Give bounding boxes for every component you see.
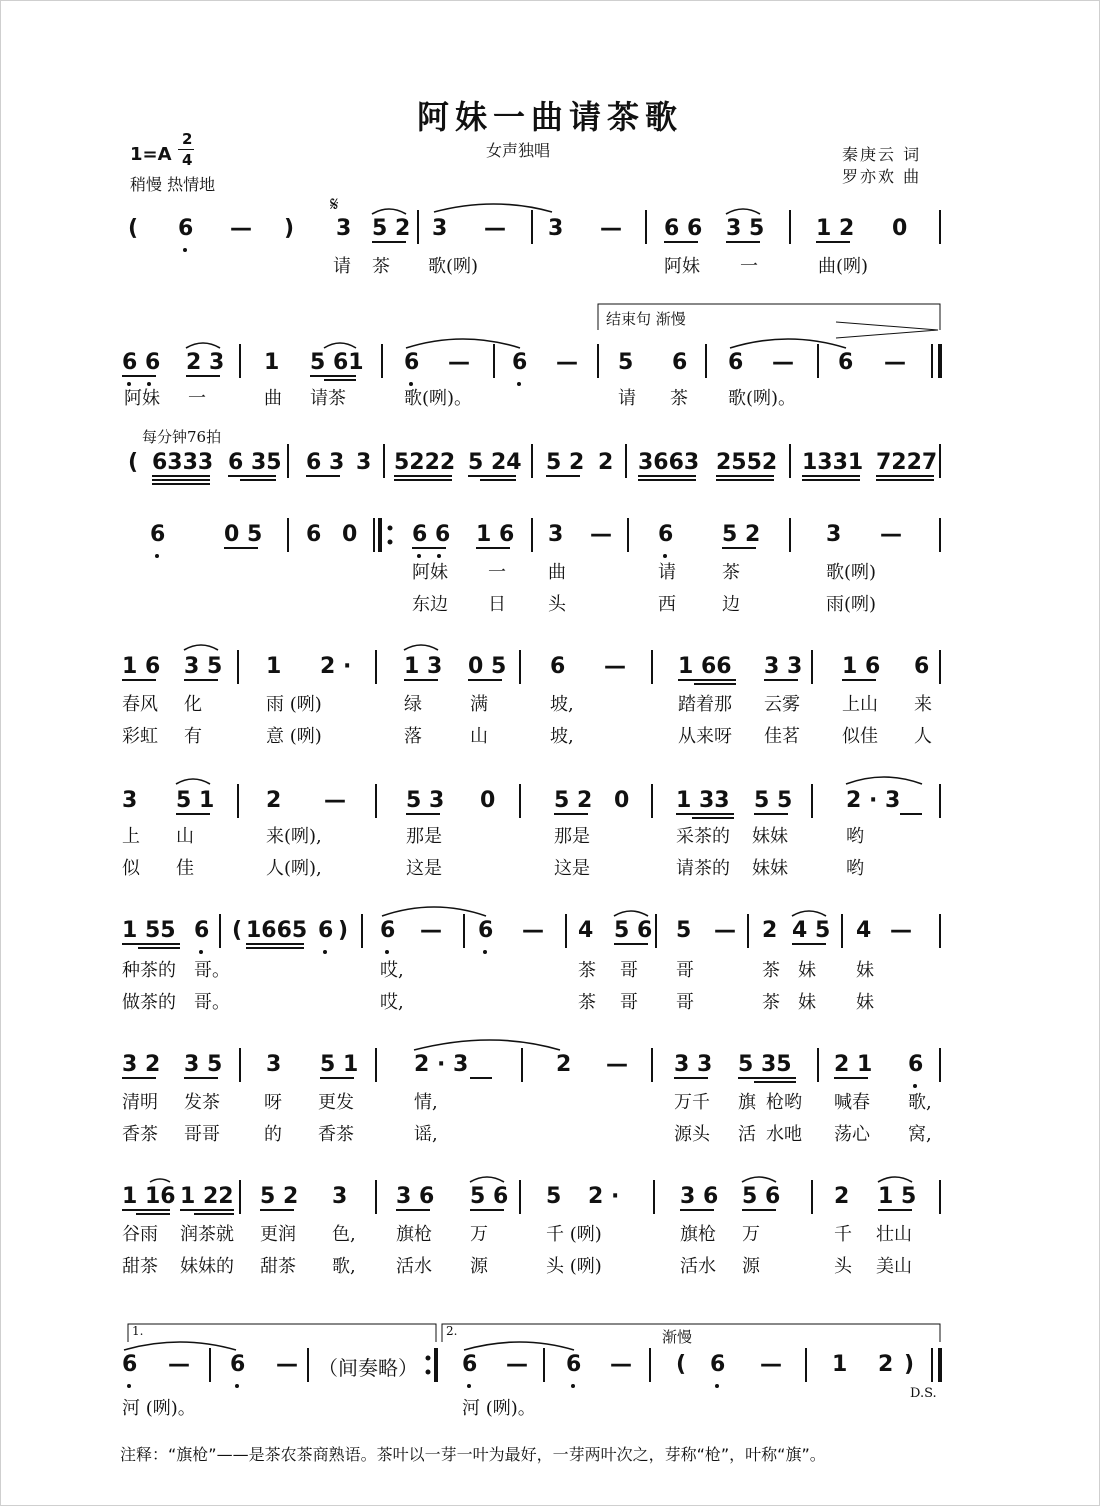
lyric-text: 请茶的	[676, 858, 730, 879]
lyric-text: 茶	[372, 256, 390, 277]
note: )	[338, 918, 349, 943]
note: 0	[892, 216, 908, 241]
lyric-text: 水吔	[766, 1124, 802, 1145]
lyric-text: 头	[834, 1256, 852, 1277]
lyric-text: 落	[404, 726, 422, 747]
volta-2-label: 2.	[446, 1324, 458, 1338]
note: 1 3	[404, 654, 443, 679]
lyric-text: 有	[184, 726, 202, 747]
lyric-text: 云雾	[764, 694, 800, 715]
lyric-text: 源	[742, 1256, 760, 1277]
lyric-text: 香茶	[318, 1124, 354, 1145]
note: 5 2	[260, 1184, 299, 1209]
note: 6	[306, 522, 322, 547]
lyric-text: 满	[470, 694, 488, 715]
lyric-text: 的	[264, 1124, 282, 1145]
lyric-text: 妹妹的	[180, 1256, 234, 1277]
note: 3 6	[680, 1184, 719, 1209]
note: 2	[598, 450, 614, 475]
lyric-text: 曲	[264, 388, 282, 409]
lyric-text: 一	[740, 256, 758, 277]
ritardando-mark: 渐慢	[662, 1328, 693, 1346]
note: 6	[658, 522, 674, 547]
note: 1 16	[122, 1184, 176, 1209]
note: 6	[194, 918, 210, 943]
note: 6 6	[412, 522, 451, 547]
note: 1 55	[122, 918, 176, 943]
lyric-text: 哥。	[194, 992, 230, 1013]
lyric-text: 头	[548, 594, 566, 615]
lyric-text: 茶	[578, 992, 596, 1013]
note: 1 22	[180, 1184, 234, 1209]
note: 3	[332, 1184, 348, 1209]
note: 2	[762, 918, 778, 943]
note: 6	[566, 1352, 582, 1377]
note: 6	[462, 1352, 478, 1377]
note: 6	[908, 1052, 924, 1077]
lyric-text: 山	[470, 726, 488, 747]
note: 6	[318, 918, 334, 943]
note: 5222	[394, 450, 456, 475]
lyric-text: 妹	[798, 992, 816, 1013]
lyric-text: 歌,	[332, 1256, 356, 1277]
lyric-text: 壮山	[876, 1224, 912, 1245]
lyric-text: 坡,	[550, 726, 574, 747]
lyric-text: 曲	[548, 562, 566, 583]
note: 5 2	[372, 216, 411, 241]
lyric-text: 哎,	[380, 960, 404, 981]
lyric-text: 阿妹	[664, 256, 700, 277]
lyric-text: 请	[618, 388, 636, 409]
lyric-text: 雨 (咧)	[266, 694, 322, 715]
lyric-text: 万	[470, 1224, 488, 1245]
note: 6	[728, 350, 744, 375]
lyric-text: 似佳	[842, 726, 878, 747]
lyric-text: 请	[658, 562, 676, 583]
note: 2552	[716, 450, 778, 475]
tempo-bpm: 每分钟76拍	[142, 428, 222, 446]
note: 4	[578, 918, 594, 943]
lyric-text: 妹	[856, 992, 874, 1013]
lyric-text: 那是	[554, 826, 590, 847]
lyric-text: 这是	[406, 858, 442, 879]
note: 3663	[638, 450, 700, 475]
note: 2 · 3	[414, 1052, 469, 1077]
note: 1331	[802, 450, 864, 475]
note: 5 1	[176, 788, 215, 813]
lyric-text: 活水	[680, 1256, 716, 1277]
lyric-text: 山	[176, 826, 194, 847]
lyric-text: 河 (咧)。	[462, 1398, 536, 1419]
note: —	[880, 522, 902, 547]
lyric-text: 润茶就	[180, 1224, 234, 1245]
lyric-text: 从来呀	[678, 726, 732, 747]
note: 2	[834, 1184, 850, 1209]
lyric-text: 发茶	[184, 1092, 220, 1113]
note: 5 6	[470, 1184, 509, 1209]
lyric-text: 绿	[404, 694, 422, 715]
note: 6	[672, 350, 688, 375]
note: 5 6	[742, 1184, 781, 1209]
note: —	[600, 216, 622, 241]
key-signature: 1=A	[130, 144, 172, 165]
note: 6 6	[664, 216, 703, 241]
note: (	[128, 216, 139, 241]
lyric-text: 美山	[876, 1256, 912, 1277]
lyric-text: 妹	[856, 960, 874, 981]
lyric-text: 荡心	[834, 1124, 870, 1145]
lyric-text: 歌,	[908, 1092, 932, 1113]
lyric-text: 一	[488, 562, 506, 583]
lyric-text: 哥	[620, 992, 638, 1013]
note: 7227	[876, 450, 938, 475]
note: 1 66	[678, 654, 732, 679]
note: 5 3	[406, 788, 445, 813]
note: 6	[122, 1352, 138, 1377]
lyric-text: 东边	[412, 594, 448, 615]
lyric-text: 西	[658, 594, 676, 615]
note: 0	[614, 788, 630, 813]
note: 1 6	[842, 654, 881, 679]
note: )	[904, 1352, 915, 1377]
note: 5 2	[722, 522, 761, 547]
lyric-text: 请	[333, 256, 351, 277]
note: —	[506, 1352, 528, 1377]
note: 6333	[152, 450, 214, 475]
note: 6	[230, 1352, 246, 1377]
ending-phrase-label: 结束句 渐慢	[606, 310, 686, 328]
note: 0 5	[468, 654, 507, 679]
note: 5 24	[468, 450, 522, 475]
song-title: 阿妹一曲请茶歌	[416, 98, 683, 136]
note: 2	[556, 1052, 572, 1077]
volta-1-label: 1.	[132, 1324, 144, 1338]
note: —	[760, 1352, 782, 1377]
lyric-text: 来	[914, 694, 932, 715]
note: 3 6	[396, 1184, 435, 1209]
note: 3 3	[674, 1052, 713, 1077]
lyric-text: 河 (咧)。	[122, 1398, 196, 1419]
note: —	[484, 216, 506, 241]
lyric-text: 茶	[762, 960, 780, 981]
note: 6	[380, 918, 396, 943]
note: —	[890, 918, 912, 943]
note: 5	[546, 1184, 562, 1209]
note: 5 2	[546, 450, 585, 475]
lyric-text: 做茶的	[122, 992, 176, 1013]
lyric-text: 一	[188, 388, 206, 409]
note: 3 5	[726, 216, 765, 241]
lyric-text: 千	[834, 1224, 852, 1245]
note: 1	[832, 1352, 848, 1377]
lyric-text: 色,	[332, 1224, 356, 1245]
note: 6	[178, 216, 194, 241]
lyric-text: 茶	[670, 388, 688, 409]
lyric-text: 喊春	[834, 1092, 870, 1113]
segno-sign: 𝄋	[330, 192, 339, 216]
note: 5 2	[554, 788, 593, 813]
lyric-text: 窝,	[908, 1124, 932, 1145]
note: 0 5	[224, 522, 263, 547]
note: —	[610, 1352, 632, 1377]
note: 1	[264, 350, 280, 375]
note: 5 35	[738, 1052, 792, 1077]
note: 6	[512, 350, 528, 375]
lyric-text: 哟	[846, 858, 864, 879]
lyric-text: 采茶的	[676, 826, 730, 847]
lyric-text: 香茶	[122, 1124, 158, 1145]
note: —	[606, 1052, 628, 1077]
lyric-text: 源	[470, 1256, 488, 1277]
note: 2 · 3	[846, 788, 901, 813]
note: 6	[550, 654, 566, 679]
note: 3	[336, 216, 352, 241]
note: 2 3	[186, 350, 225, 375]
lyric-text: 情,	[414, 1092, 438, 1113]
lyric-text: 种茶的	[122, 960, 176, 981]
note: 6 35	[228, 450, 282, 475]
lyric-text: 日	[488, 594, 506, 615]
lyric-text: 源头	[674, 1124, 710, 1145]
lyric-text: 阿妹	[124, 388, 160, 409]
lyric-text: 甜茶	[260, 1256, 296, 1277]
note: (	[676, 1352, 687, 1377]
note: 1 6	[476, 522, 515, 547]
note: 4 5	[792, 918, 831, 943]
note: 0	[480, 788, 496, 813]
note: —	[168, 1352, 190, 1377]
lyric-text: 边	[722, 594, 740, 615]
lyric-text: 头 (咧)	[546, 1256, 602, 1277]
note: 2 ·	[320, 654, 352, 679]
note: 5	[618, 350, 634, 375]
note: 3	[356, 450, 372, 475]
lyric-text: 来(咧),	[266, 826, 322, 847]
lyric-text: 佳茗	[764, 726, 800, 747]
note: 1665	[246, 918, 308, 943]
interlude-note: （间奏略）	[318, 1356, 418, 1380]
lyric-text: 枪哟	[766, 1092, 802, 1113]
dal-segno: D.S.	[910, 1386, 937, 1401]
lyricist: 秦庚云 词	[842, 145, 922, 164]
lyric-text: 茶	[722, 562, 740, 583]
performance-type: 女声独唱	[486, 141, 551, 160]
footnote: 注释：“旗枪”——是茶农茶商熟语。茶叶以一芽一叶为最好，一芽两叶次之，芽称“枪”，叶称“旗”。	[120, 1445, 826, 1464]
note: 6 3	[306, 450, 345, 475]
lyric-text: 谣,	[414, 1124, 438, 1145]
lyric-text: 那是	[406, 826, 442, 847]
lyric-text: 歌(咧)。	[728, 388, 797, 409]
lyric-text: 人(咧),	[266, 858, 322, 879]
lyric-text: 上	[122, 826, 140, 847]
note: —	[522, 918, 544, 943]
lyric-text: 歌(咧)	[428, 256, 479, 277]
note: 1 6	[122, 654, 161, 679]
lyric-text: 哥哥	[184, 1124, 220, 1145]
composer: 罗亦欢 曲	[842, 167, 922, 186]
lyric-text: 千 (咧)	[546, 1224, 602, 1245]
lyric-text: 踏着那	[678, 694, 732, 715]
lyric-text: 意 (咧)	[266, 726, 322, 747]
note: 3	[826, 522, 842, 547]
lyric-text: 佳	[176, 858, 194, 879]
note: 1 5	[878, 1184, 917, 1209]
lyric-text: 茶	[578, 960, 596, 981]
lyric-text: 旗枪	[680, 1224, 716, 1245]
note: 3	[266, 1052, 282, 1077]
lyric-text: 阿妹	[412, 562, 448, 583]
lyric-text: 活水	[396, 1256, 432, 1277]
lyric-text: 哟	[846, 826, 864, 847]
lyric-text: 妹	[798, 960, 816, 981]
note: 6	[710, 1352, 726, 1377]
note: 5 61	[310, 350, 364, 375]
note: —	[276, 1352, 298, 1377]
lyric-text: 甜茶	[122, 1256, 158, 1277]
note: (	[232, 918, 243, 943]
note: —	[230, 216, 252, 241]
note: —	[884, 350, 906, 375]
note: —	[448, 350, 470, 375]
note: 6	[838, 350, 854, 375]
note: —	[556, 350, 578, 375]
note: 5 6	[614, 918, 653, 943]
note: —	[420, 918, 442, 943]
note: —	[604, 654, 626, 679]
note: —	[772, 350, 794, 375]
note: 5 1	[320, 1052, 359, 1077]
note: 3 2	[122, 1052, 161, 1077]
lyric-text: 哥。	[194, 960, 230, 981]
lyric-text: 歌(咧)。	[404, 388, 473, 409]
lyric-text: 人	[914, 726, 932, 747]
lyric-text: 妹妹	[752, 826, 788, 847]
lyric-text: 万千	[674, 1092, 710, 1113]
lyric-text: 哥	[676, 960, 694, 981]
note: 6	[914, 654, 930, 679]
note: 6	[404, 350, 420, 375]
note: 3 5	[184, 1052, 223, 1077]
note: 3 5	[184, 654, 223, 679]
lyric-text: 呀	[264, 1092, 282, 1113]
note: 1 2	[816, 216, 855, 241]
lyric-text: 活	[738, 1124, 756, 1145]
note: 3 3	[764, 654, 803, 679]
lyric-text: 这是	[554, 858, 590, 879]
lyric-text: 歌(咧)	[826, 562, 877, 583]
lyric-text: 似	[122, 858, 140, 879]
note: 3	[548, 216, 564, 241]
note: 3	[548, 522, 564, 547]
lyric-text: 旗枪	[396, 1224, 432, 1245]
note: )	[284, 216, 295, 241]
lyric-text: 请茶	[310, 388, 346, 409]
lyric-text: 雨(咧)	[826, 594, 877, 615]
note: 2	[878, 1352, 894, 1377]
lyric-text: 万	[742, 1224, 760, 1245]
note: —	[590, 522, 612, 547]
lyric-text: 清明	[122, 1092, 158, 1113]
lyric-text: 哥	[620, 960, 638, 981]
lyric-text: 妹妹	[752, 858, 788, 879]
lyric-text: 曲(咧)	[818, 256, 869, 277]
lyric-text: 更润	[260, 1224, 296, 1245]
lyric-text: 更发	[318, 1092, 354, 1113]
lyric-text: 化	[184, 694, 202, 715]
lyric-text: 坡,	[550, 694, 574, 715]
note: 4	[856, 918, 872, 943]
note: 0	[342, 522, 358, 547]
note: 5	[676, 918, 692, 943]
lyric-text: 上山	[842, 694, 878, 715]
lyric-text: 春风	[122, 694, 158, 715]
lyric-text: 旗	[738, 1092, 756, 1113]
lyric-text: 茶	[762, 992, 780, 1013]
note: (	[128, 450, 139, 475]
lyric-text: 哎,	[380, 992, 404, 1013]
tempo-mark: 稍慢 热情地	[130, 175, 216, 194]
lyric-text: 哥	[676, 992, 694, 1013]
time-signature-top: 2	[182, 130, 193, 148]
note: 1	[266, 654, 282, 679]
note: 3	[122, 788, 138, 813]
note: 2	[266, 788, 282, 813]
note: 5 5	[754, 788, 793, 813]
note: —	[324, 788, 346, 813]
time-signature-bottom: 4	[182, 151, 193, 169]
note: 2 1	[834, 1052, 873, 1077]
note: —	[714, 918, 736, 943]
note: 3	[432, 216, 448, 241]
note: 6	[150, 522, 166, 547]
note: 6 6	[122, 350, 161, 375]
note: 1 33	[676, 788, 730, 813]
lyric-text: 彩虹	[122, 726, 158, 747]
lyric-text: 谷雨	[122, 1224, 158, 1245]
note: 6	[478, 918, 494, 943]
note: 2 ·	[588, 1184, 620, 1209]
